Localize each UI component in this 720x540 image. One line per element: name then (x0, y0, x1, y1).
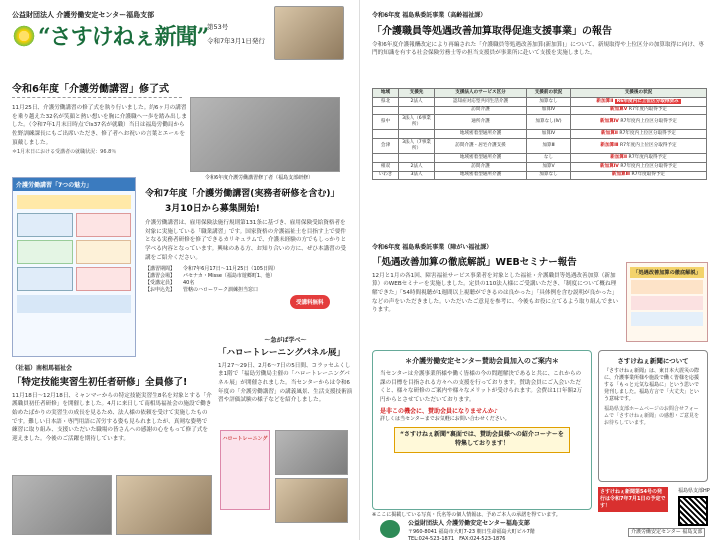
article1-note: ＊1月末日における受講者の就職状況：96.8％ (12, 149, 117, 156)
flyer-cell (76, 240, 132, 264)
table-row: 地域密着型通所介護 なし 新加算Ⅱ R7年度内取得予定 (373, 154, 707, 163)
article7-highlight: 是非この機会に、賛助会員になりませんか♪ (380, 407, 498, 415)
exhibit-poster (220, 430, 270, 510)
disclaimer: ※ここに掲載している写真・氏名等の個人情報は、予めご本人の承諾を得ています。 (372, 512, 561, 518)
flyer-footer (17, 295, 131, 313)
article5-body: 令和6年度介護報酬改定により再編された「介護職員等処遇改善加算(新加算)」について、新規取得や上位区分の加算取得に向け、専門的知識を有する社会保険労務士等の担当支援員が事業所に赴いて支援を実施しました。 (372, 41, 704, 57)
detail-row: 【講習期間】 令和7年6月17日～11月25日（105日間） (145, 266, 278, 273)
flyer-cell (76, 267, 132, 291)
newspaper-title: “さすけねぇ新聞” (38, 24, 209, 50)
flyer-cell (17, 240, 73, 264)
exhibit-photo-2 (275, 478, 348, 523)
org-logo-icon (380, 520, 400, 538)
hina-doll-image (274, 6, 344, 60)
table-row: 県北 2法人 認知症対応型共同生活介護 加算なし 新加算Ⅱ R6年度内に上位区分取得済み (373, 97, 707, 106)
article4-kicker: ～急がば学べ～ (264, 337, 307, 344)
footer-org (408, 520, 628, 540)
about-box (598, 350, 708, 482)
table-row: 訪問介護 加算Ⅳ 新加算Ⅴ R7年度内取得予定 (373, 106, 707, 115)
article-subsidy (372, 12, 707, 58)
flyer-block (631, 312, 703, 326)
article8-body: 『さすけねぇ新聞』は、東日本大震災の際に、介護事業所様や施設で働く皆様を応援する「もっと元気な福島に」という思いで発刊しました。福島方言で「大丈夫」という意味です。 (604, 368, 700, 402)
article6-title: 「処遇改善加算の徹底解説」WEBセミナー報告 (372, 256, 577, 268)
article7-title: ＊介護労働安定センター賛助会員加入のご案内＊ (405, 357, 559, 365)
article3-body: 11月18日～12月18日、ミャンマーからの特定技能実習生8名を対象とする「介護職員初任者研修」を開催しました。4月に来日して南相馬福祉会の施設で働き始めたばかりの実習生の成長を見るため、法人様の依頼を受けて実施したものです。難しい日本語・専門用語に苦労する姿も見られましたが、真剣な姿勢で練習に取り組み、支援いただいた職場の皆さんへの感謝の心をもって修了式を迎えました。今後のご活躍を期待しています。 (12, 392, 212, 442)
footer-contact: TEL:024-523-1871 FAX:024-523-1876 (408, 535, 506, 540)
graduation-photo (190, 97, 340, 172)
flower-icon (12, 24, 36, 48)
detail-row: 【お申込先】 管轄のハローワーク訓練担当窓口 (145, 287, 259, 294)
flyer-grid (17, 213, 131, 291)
article7-note: 詳しくは当センターまでお気軽にお問い合わせください。 (380, 416, 510, 423)
trainee-photo-1 (12, 475, 112, 535)
article8-title: さすけねぇ新聞について (617, 357, 689, 365)
detail-row: 【受講定員】 40名 (145, 280, 195, 287)
exhibit-photo-1 (275, 430, 348, 475)
flyer-block (631, 280, 703, 294)
article-seminar (372, 244, 620, 315)
table-row: 地域密着型通所介護 加算Ⅳ 新加算Ⅱ R7年度内上位区分取得予定 (373, 130, 707, 139)
qr-code-icon[interactable] (678, 496, 708, 526)
article2-title: 令和7年度「介護労働講習(実務者研修を含む)」 (145, 189, 340, 199)
article4-title: 「ハロートレーニングパネル展」 (218, 347, 345, 358)
member-box (372, 350, 592, 510)
article7-body: 当センターは介護事業所様や働く皆様の今の問題解決であると共に、これからの課の目標を目指される方々への支援を行っております。賛助会員にご入会いただくと、様々な研修のご案内や様々なメリットが受けられます。会費は1口年額2万円からとさせていただいております。 (380, 371, 583, 403)
article3-tag: （社福）南相馬福祉会 (12, 365, 73, 372)
masthead (12, 10, 347, 76)
article-panel-exhibit (218, 337, 353, 405)
course-details (145, 266, 350, 294)
flyer-block (631, 296, 703, 310)
org-line: 公益財団法人 介護労働安定センター福島支部 (12, 11, 155, 19)
flyer-cell (17, 213, 73, 237)
article3-title: 「特定技能実習生初任者研修」全員修了! (12, 376, 188, 388)
article6-body: 12月と1月の各1回、障害福祉サービス事業者を対象とした福祉・介護職員等処遇改善加算（新加算）のWEBセミナーを実施しました。定員の110法人様にご受講いただき、「制度について概ね理解できた」「54時間視聴が1週間以上視聴ができるのは良かった」「具体例を含む説明が良かった」などの声をいただきました。いただいたご意見を参考に、今後もお役に立てるよう取り組んでまいります。 (372, 272, 619, 314)
footer-address: 〒960-8041 福島市大町7-23 朝日生命福島大町ビル7階 (408, 528, 535, 535)
article8-note: 福島県支部ホームページのお問合せフォームで「さすけねぇ新聞」の感想・ご意見をお待ちしています。 (604, 406, 700, 426)
issue-number: 第53号 (207, 23, 229, 31)
table-row: 会津 3法人（7事業所） 訪問介護・居宅介護支援 加算Ⅲ 新加算Ⅲ R7年度内上位区分取得予定 (373, 139, 707, 154)
article1-title: 令和6年度「介護労働講習」修了式 (12, 84, 169, 95)
support-table (372, 88, 707, 180)
flyer-cell (76, 213, 132, 237)
article5-header: 令和6年度 福島県委託事業（高齢福祉課） (372, 12, 487, 19)
flyer-cell (17, 267, 73, 291)
photo-caption: 令和6年度介護労働講習修了者（福島支部研修） (205, 175, 314, 181)
issue-date: 令和7年3月1日発行 (207, 37, 265, 45)
article-trainee (12, 365, 212, 444)
article-recruitment (145, 186, 350, 294)
seminar-flyer-title: 「処遇改善加算の徹底解説」 (630, 267, 704, 278)
table-row: いわき 3法人 地域密着型通所介護 加算なし 新加算Ⅲ R7年度取得予定 (373, 171, 707, 180)
article7-sub: “さすけねぇ新聞”裏面では、賛助会員様への紹介コーナーを特集しております！ (394, 427, 570, 452)
detail-row: 【講習会場】 パセナカ・Misse（福島市遊郷町1、他） (145, 273, 276, 280)
divider (12, 97, 182, 98)
seminar-flyer (626, 262, 708, 342)
free-badge: 受講料無料 (290, 295, 330, 309)
table-header-row: 地域 支援先 支援法人のサービス区分 支援前の状況 支援後の状況 (373, 89, 707, 98)
article4-body: 1月27～29日、2月6～7日の5日間、コラッセふくしま1階で「福島労働局主催の「ハロートレーニングパネル展」が開催されました。当センターからは令和6年度の「介護労働講習」の講義風景、生活支援技術演習や評価試験の様子などを紹介しました。 (218, 362, 353, 404)
table-row: 相双 2法人 訪問介護 加算Ⅴ 新加算Ⅳ R7年度内上位区分取得予定 (373, 162, 707, 171)
trainee-photo-2 (116, 475, 212, 535)
next-issue: さすけねぇ新聞第54号の発行は令和7年7月1日の予定です！ (598, 487, 668, 512)
footer-org-name: 公益財団法人 介護労働安定センター福島支部 (408, 520, 530, 527)
qr-label: 福島県支部HP (678, 488, 710, 494)
right-page (360, 0, 720, 540)
poster-title: ハロートレーニング (222, 436, 268, 442)
article6-header: 令和6年度 福島県委託事業（障がい福祉課） (372, 244, 493, 251)
hp-link[interactable]: 介護労働安定センター 福島支部 (628, 528, 705, 537)
article1-body: 11月25日、介護労働講習の修了式を執り行いました。約6ヶ月の講習を乗り越えた32名が笑顔と熱い想いを胸に介護職へ一歩を踏み出しました。（令和7年1月末日時点でIs37名が就職）当日は福島労働局から佐野訓練課長にもご出席いただき、修了者へお祝いの言葉とエールを頂戴しました。 (12, 105, 187, 146)
flyer-seven-charms (12, 177, 136, 357)
article5-title: 「介護職員等処遇改善加算取得促進支援事業」の報告 (372, 25, 612, 37)
article2-body: 介護労働講習は、雇用保険法施行規則第131条に基づき、雇用保険受給資格者を対象に実施している「職業講習」です。国家資格の介護福祉士を目指す上で要件となる実務者研修を修了できるカリキュラムで、介護未経験の方でもしっかりと学べる内容となっています。興味のある方、お知り合いの方に、ぜひ本講習の受講をご紹介ください。 (145, 220, 347, 261)
flyer-title: 介護労働講習「7つの魅力」 (13, 178, 135, 191)
table-row: 県中 3法人（6事業所） 通所介護 加算なし(Ⅳ) 新加算Ⅳ R7年度内上位区分取得予定 (373, 115, 707, 130)
article2-subtitle: 3月10日から募集開始! (165, 204, 260, 214)
flyer-banner (17, 195, 131, 209)
